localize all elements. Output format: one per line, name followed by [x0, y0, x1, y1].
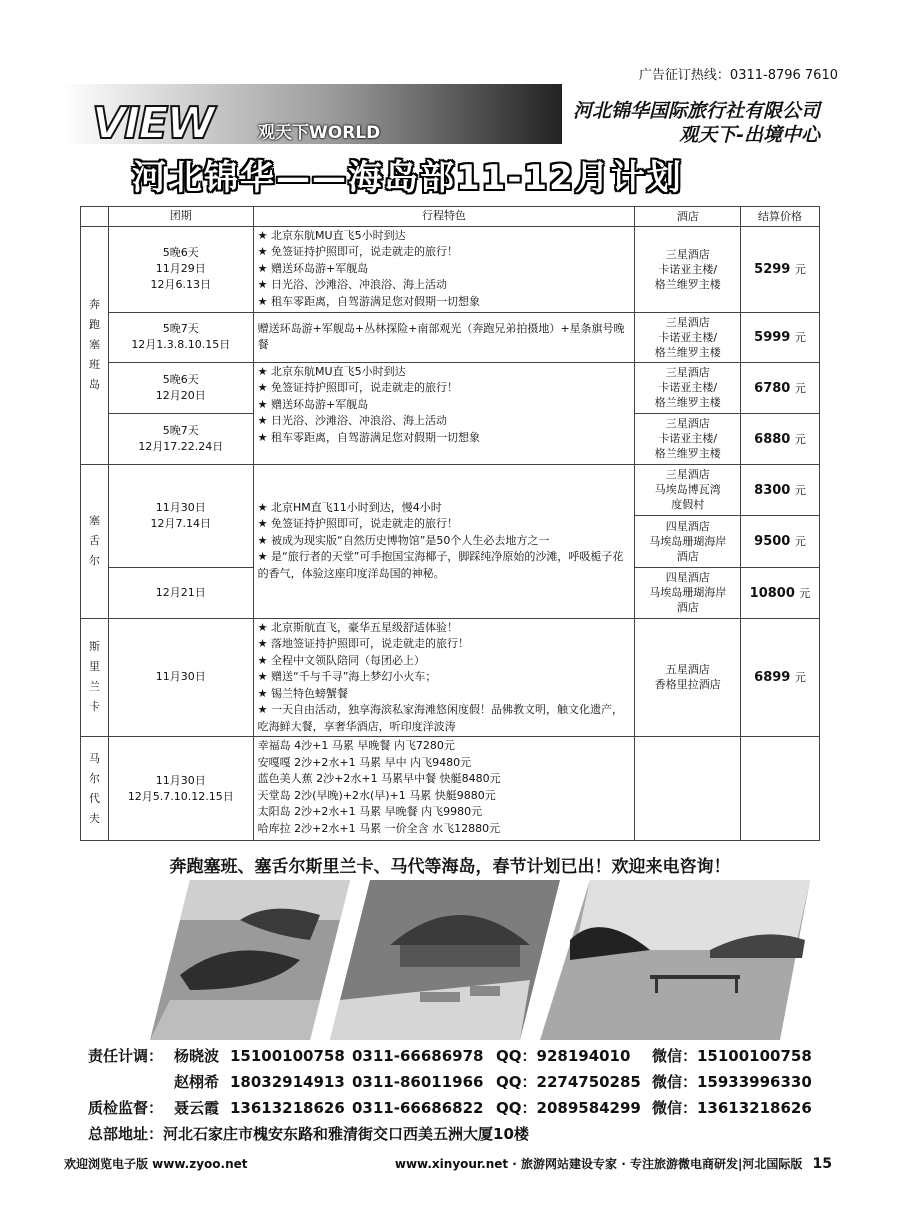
- price-cell: 6780 元: [741, 362, 820, 413]
- table-row: [81, 362, 820, 413]
- island-photo-collage: [150, 880, 810, 1040]
- hotel-cell: 四星酒店 马埃岛珊瑚海岸 酒店: [635, 567, 741, 618]
- dates-cell: 5晚6天 11月29日 12月6.13日: [108, 226, 253, 312]
- table-row: [81, 226, 820, 312]
- logo-subtitle: 观天下WORLD: [258, 123, 381, 143]
- table-row: [81, 618, 820, 737]
- hotel-cell: 三星酒店 马埃岛博瓦湾 度假村: [635, 464, 741, 515]
- header-features: 行程特色: [253, 207, 635, 227]
- dates-cell: 5晚7天 12月17.22.24日: [108, 413, 253, 464]
- hotel-cell: 三星酒店 卡诺亚主楼/ 格兰维罗主楼: [635, 362, 741, 413]
- header: [62, 84, 838, 199]
- hotel-cell: 五星酒店 香格里拉酒店: [635, 618, 741, 737]
- page-title: 河北锦华——海岛部11-12月计划: [132, 158, 683, 198]
- dates-cell: 11月30日: [108, 618, 253, 737]
- region-maldives: 马 尔 代 夫: [81, 737, 109, 841]
- price-cell: 6899 元: [741, 618, 820, 737]
- island-plan-table: [80, 206, 820, 841]
- beach-photo: [540, 880, 810, 1040]
- hotel-cell: 三星酒店 卡诺亚主楼/ 格兰维罗主楼: [635, 413, 741, 464]
- features-cell: ★ 北京东航MU直飞5小时到达 ★ 免签证持护照即可，说走就走的旅行！ ★ 赠送环岛游+军舰岛 ★ 日光浴、沙滩浴、冲浪浴、海上活动 ★ 租车零距离，自驾游满足您对假期一切想象: [253, 226, 635, 312]
- dates-cell: 11月30日 12月5.7.10.12.15日: [108, 737, 253, 841]
- dates-cell: 5晚6天 12月20日: [108, 362, 253, 413]
- dates-cell: 5晚7天 12月1.3.8.10.15日: [108, 312, 253, 362]
- promo-banner: 奔跑塞班、塞舌尔斯里兰卡、马代等海岛，春节计划已出！欢迎来电咨询！: [169, 857, 731, 877]
- price-cell: 5299 元: [741, 226, 820, 312]
- region-srilanka: 斯 里 兰 卡: [81, 618, 109, 737]
- resort-photo: [330, 880, 560, 1040]
- price-cell: 9500 元: [741, 515, 820, 567]
- features-cell: ★ 北京HM直飞11小时到达，慢4小时 ★ 免签证持护照即可，说走就走的旅行！ ★ 被成为现实版“自然历史博物馆”是50个人生必去地方之一 ★ 是“旅行者的天堂”可手抱国宝海椰子，脚踩纯净原始的沙滩，呼吸栀子花的香气，体验这座印度洋岛国的神秘。: [253, 464, 635, 618]
- features-cell: 幸福岛 4沙+1 马累 早晚餐 内飞7280元 安嘎嘎 2沙+2水+1 马累 早中 内飞9480元 蓝色美人蕉 2沙+2水+1 马累早中餐 快艇8480元 天堂岛 2沙(早晚)+2水(早)+1 马累 快艇9880元 太阳岛 2沙+2水+1 马累 早晚餐 内飞9980元 哈库拉 2沙+2水+1 马累 一价全含 水飞12880元: [253, 737, 635, 841]
- footer-site-text[interactable]: www.xinyour.net · 旅游网站建设专家 · 专注旅游微电商研发|河北国际版: [394, 1157, 803, 1171]
- price-cell: 10800 元: [741, 567, 820, 618]
- region-seychelles: 塞 舌 尔: [81, 464, 109, 618]
- hotel-cell: 三星酒店 卡诺亚主楼/ 格兰维罗主楼: [635, 226, 741, 312]
- price-cell: [741, 737, 820, 841]
- company-name: 河北锦华国际旅行社有限公司: [572, 100, 820, 122]
- header-region: [81, 207, 109, 227]
- footer-ebook-link[interactable]: 欢迎浏览电子版 www.zyoo.net: [64, 1157, 248, 1171]
- price-cell: 8300 元: [741, 464, 820, 515]
- header-price: 结算价格: [741, 207, 820, 227]
- table-row: [81, 737, 820, 841]
- table-row: [81, 312, 820, 362]
- island-photo-1: [150, 880, 350, 1040]
- table-row: [81, 464, 820, 515]
- view-logo: VIEW: [92, 98, 214, 149]
- price-cell: 6880 元: [741, 413, 820, 464]
- dates-cell: 12月21日: [108, 567, 253, 618]
- features-cell: ★ 北京东航MU直飞5小时到达 ★ 免签证持护照即可，说走就走的旅行！ ★ 赠送环岛游+军舰岛 ★ 日光浴、沙滩浴、冲浪浴、海上活动 ★ 租车零距离，自驾游满足您对假期一切想象: [253, 362, 635, 464]
- department-name: 观天下-出境中心: [679, 124, 820, 146]
- ad-hotline: 广告征订热线：0311-8796 7610: [638, 68, 838, 83]
- features-cell: 赠送环岛游+军舰岛+丛林探险+南部观光（奔跑兄弟拍摄地）+星条旗号晚餐: [253, 312, 635, 362]
- hotel-cell: [635, 737, 741, 841]
- hotel-cell: 三星酒店 卡诺亚主楼/ 格兰维罗主楼: [635, 312, 741, 362]
- region-bentota: 奔 跑 塞 班 岛: [81, 226, 109, 464]
- header-dates: 团期: [108, 207, 253, 227]
- header-hotel: 酒店: [635, 207, 741, 227]
- dates-cell: 11月30日 12月7.14日: [108, 464, 253, 567]
- footer-right: [395, 1155, 832, 1172]
- features-cell: ★ 北京斯航直飞，豪华五星级舒适体验！ ★ 落地签证持护照即可，说走就走的旅行！ ★ 全程中文领队陪同（每团必上） ★ 赠送“千与千寻”海上梦幻小火车； ★ 锡兰特色螃蟹餐 ★ 一天自由活动，独享海滨私家海滩悠闲度假！品佛教文明，触文化遗产，吃海鲜大餐，享奢华酒店，听印度洋波涛: [253, 618, 635, 737]
- table-header-row: [81, 207, 820, 227]
- hotel-cell: 四星酒店 马埃岛珊瑚海岸 酒店: [635, 515, 741, 567]
- page-number: 15: [812, 1156, 832, 1172]
- price-cell: 5999 元: [741, 312, 820, 362]
